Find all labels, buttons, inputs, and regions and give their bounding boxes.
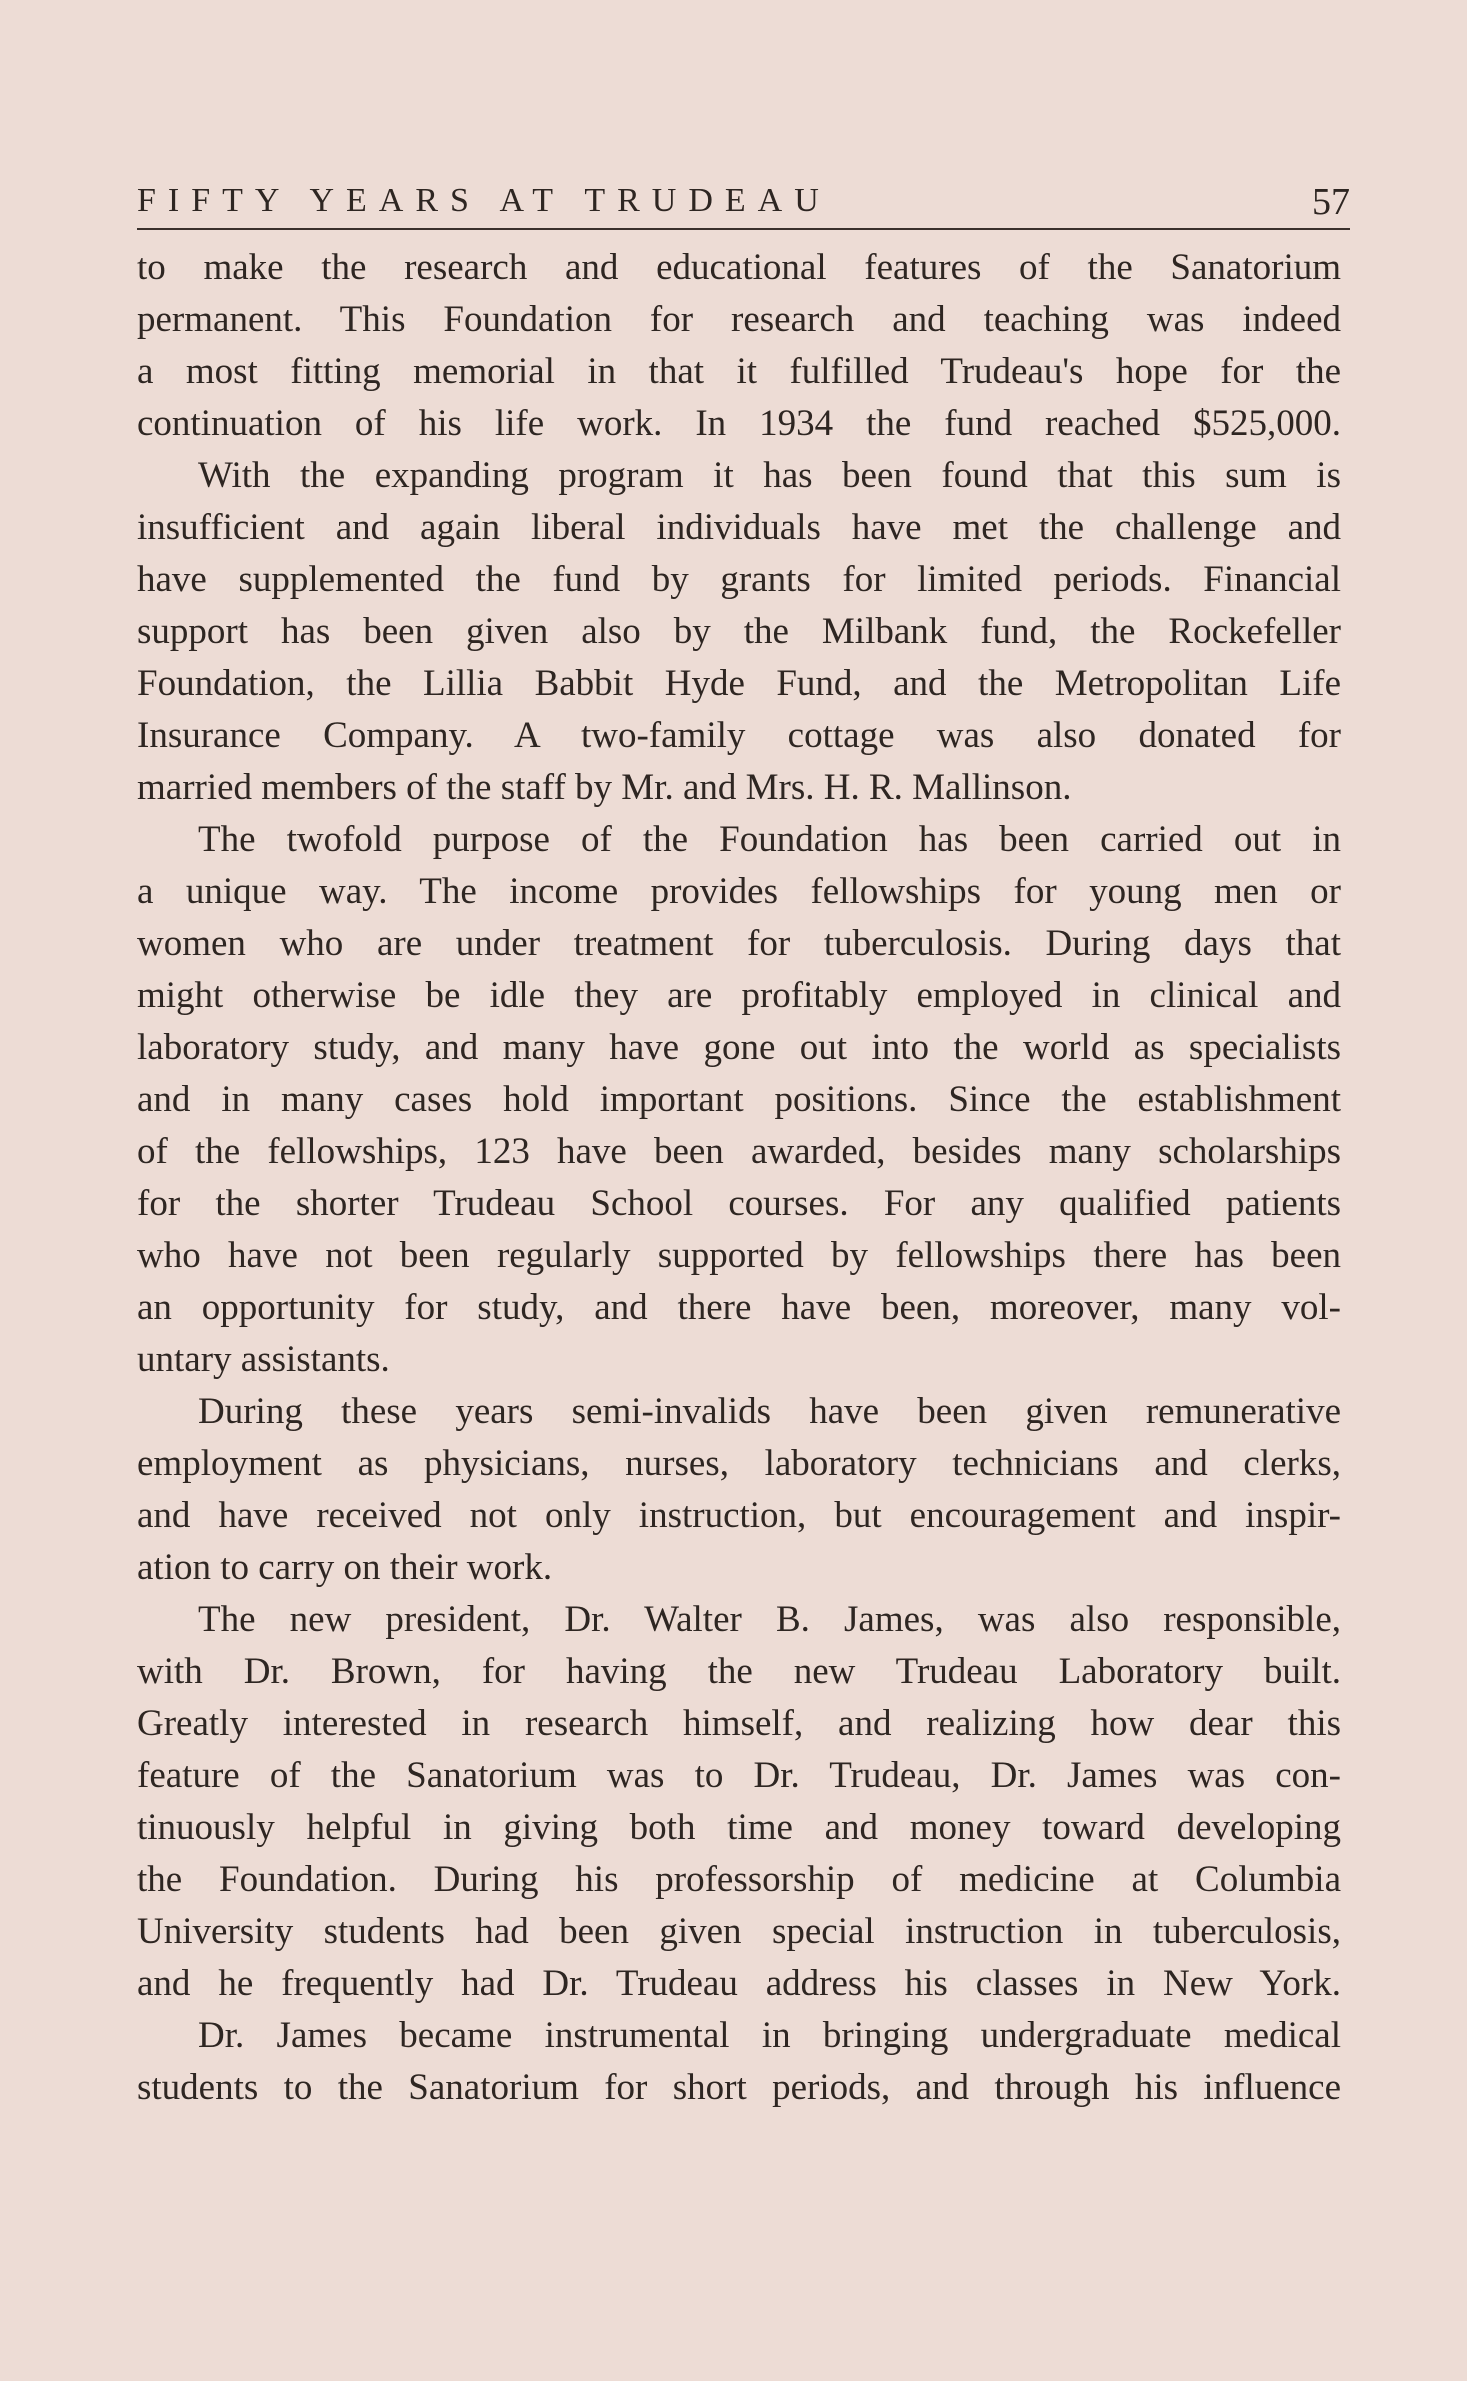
text-line: a most fitting memorial in that it fulfilled Trudeau's hope for the	[137, 351, 1341, 392]
text-line: ation to carry on their work.	[137, 1547, 553, 1588]
running-head	[137, 176, 1350, 230]
text-line: untary assistants.	[137, 1339, 390, 1380]
text-line: The twofold purpose of the Foundation has been carried out in	[198, 819, 1341, 860]
page-number: 57	[1312, 181, 1350, 223]
text-line: Insurance Company. A two-family cottage was also donated for	[137, 715, 1341, 756]
text-line: who have not been regularly supported by fellowships there has been	[137, 1235, 1341, 1276]
text-line: Foundation, the Lillia Babbit Hyde Fund, and the Metropolitan Life	[137, 663, 1341, 704]
text-line: with Dr. Brown, for having the new Trudeau Laboratory built.	[137, 1651, 1341, 1692]
text-line: might otherwise be idle they are profitably employed in clinical and	[137, 975, 1341, 1016]
text-line: feature of the Sanatorium was to Dr. Trudeau, Dr. James was con-	[137, 1755, 1341, 1796]
text-line: continuation of his life work. In 1934 the fund reached $525,000.	[137, 403, 1341, 444]
text-line: employment as physicians, nurses, laboratory technicians and clerks,	[137, 1443, 1341, 1484]
text-line: and he frequently had Dr. Trudeau address his classes in New York.	[137, 1963, 1341, 2004]
text-line: a unique way. The income provides fellowships for young men or	[137, 871, 1341, 912]
text-line: for the shorter Trudeau School courses. For any qualified patients	[137, 1183, 1341, 1224]
running-title: FIFTY YEARS AT TRUDEAU	[137, 182, 831, 219]
text-line: have supplemented the fund by grants for limited periods. Financial	[137, 559, 1341, 600]
text-line: During these years semi-invalids have been given remunerative	[198, 1391, 1341, 1432]
text-line: of the fellowships, 123 have been awarded, besides many scholarships	[137, 1131, 1341, 1172]
text-line: an opportunity for study, and there have been, moreover, many vol-	[137, 1287, 1341, 1328]
text-line: Greatly interested in research himself, and realizing how dear this	[137, 1703, 1341, 1744]
text-line: and in many cases hold important positions. Since the establishment	[137, 1079, 1341, 1120]
text-line: the Foundation. During his professorship of medicine at Columbia	[137, 1859, 1341, 1900]
text-line: support has been given also by the Milbank fund, the Rockefeller	[137, 611, 1341, 652]
text-line: Dr. James became instrumental in bringing undergraduate medical	[198, 2015, 1341, 2056]
text-line: The new president, Dr. Walter B. James, was also responsible,	[198, 1599, 1341, 1640]
text-line: students to the Sanatorium for short periods, and through his influence	[137, 2067, 1341, 2108]
text-line: tinuously helpful in giving both time and money toward developing	[137, 1807, 1341, 1848]
text-line: laboratory study, and many have gone out into the world as specialists	[137, 1027, 1341, 1068]
text-line: permanent. This Foundation for research and teaching was indeed	[137, 299, 1341, 340]
text-line: women who are under treatment for tuberculosis. During days that	[137, 923, 1341, 964]
text-line: University students had been given special instruction in tuberculosis,	[137, 1911, 1341, 1952]
text-line: and have received not only instruction, but encouragement and inspir-	[137, 1495, 1341, 1536]
text-line: insufficient and again liberal individuals have met the challenge and	[137, 507, 1341, 548]
text-line: married members of the staff by Mr. and Mrs. H. R. Mallinson.	[137, 767, 1072, 808]
text-line: With the expanding program it has been found that this sum is	[198, 455, 1341, 496]
text-line: to make the research and educational features of the Sanatorium	[137, 247, 1341, 288]
body-text	[137, 242, 1341, 2114]
